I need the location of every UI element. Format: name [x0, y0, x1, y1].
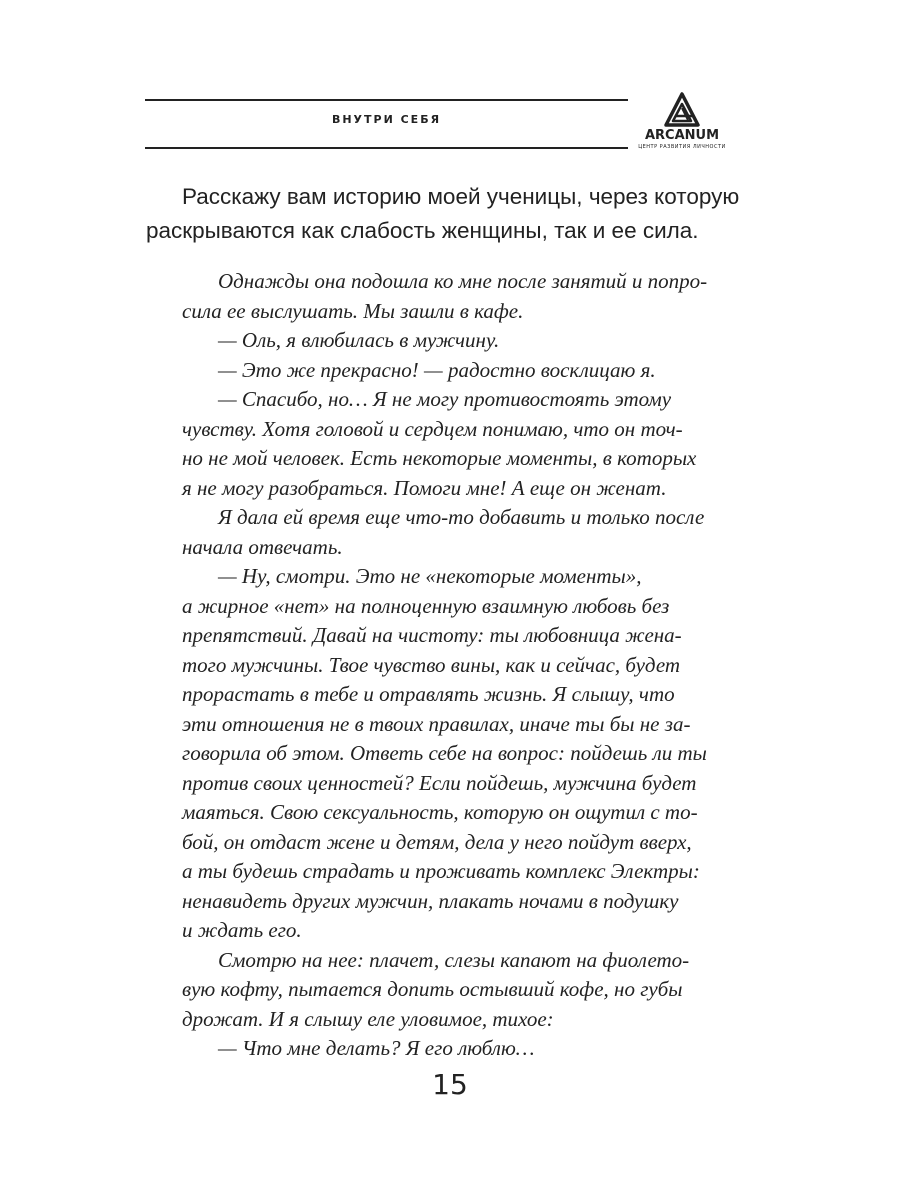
story-line: вую кофту, пытается допить остывший кофе, но губы [182, 977, 683, 1001]
story-line: дрожат. И я слышу еле уловимое, тихое: [182, 1006, 554, 1031]
story-line: Я дала ей время еще что-то добавить и только после [218, 505, 705, 529]
story-line: ненавидеть других мужчин, плакать ночами в подушку [182, 888, 679, 913]
story-line: а ты будешь страдать и проживать комплекс Электры: [182, 859, 700, 883]
story-line: эти отношения не в твоих правилах, иначе ты бы не за- [182, 711, 691, 736]
story-line: я не могу разобраться. Помоги мне! А еще он женат. [182, 475, 667, 500]
triangle-logo-icon [664, 92, 700, 128]
header-rule-top [145, 99, 628, 101]
story-line: а жирное «нет» на полноценную взаимную любовь без [182, 593, 670, 618]
story-line: Смотрю на нее: плачет, слезы капают на фиолето- [218, 947, 690, 972]
story-line: и ждать его. [182, 918, 302, 942]
logo-name: ARCANUM [644, 128, 720, 143]
story-line: прорастать в тебе и отравлять жизнь. Я слышу, что [182, 682, 675, 706]
story-line: — Что мне делать? Я его люблю… [218, 1036, 535, 1060]
story-line: — Это же прекрасно! — радостно восклицаю я. [218, 357, 656, 382]
story-line: сила ее выслушать. Мы зашли в кафе. [182, 298, 524, 323]
story-text [182, 267, 712, 1064]
story-line: препятствий. Давай на чистоту: ты любовница жена- [182, 623, 682, 647]
page-number: 15 [432, 1068, 468, 1101]
publisher-logo [636, 92, 728, 154]
story-line: бой, он отдаст жене и детям, дела у него пойдут вверх, [182, 829, 692, 854]
intro-paragraph [146, 180, 740, 248]
header-rule-bottom [145, 147, 628, 149]
story-line: говорила об этом. Ответь себе на вопрос: пойдешь ли ты [182, 741, 707, 765]
intro-line: Расскажу вам историю моей ученицы, через которую [182, 184, 740, 209]
logo-tagline: ЦЕНТР РАЗВИТИЯ ЛИЧНОСТИ [638, 144, 726, 150]
intro-line: раскрываются как слабость женщины, так и ее сила. [146, 218, 699, 243]
story-line: против своих ценностей? Если пойдешь, мужчина будет [182, 770, 697, 795]
story-line: маяться. Свою сексуальность, которую он ощутил с то- [182, 800, 698, 824]
story-line: — Оль, я влюбилась в мужчину. [218, 328, 500, 352]
story-line: — Ну, смотри. Это не «некоторые моменты», [218, 564, 642, 588]
story-line: Однажды она подошла ко мне после занятий и попро- [218, 269, 708, 293]
running-head: ВНУТРИ СЕБЯ [331, 113, 442, 126]
story-line: чувству. Хотя головой и сердцем понимаю, что он точ- [182, 416, 683, 441]
story-line: но не мой человек. Есть некоторые моменты, в которых [182, 446, 697, 470]
story-line: того мужчины. Твое чувство вины, как и сейчас, будет [182, 652, 681, 677]
story-line: начала отвечать. [182, 534, 343, 559]
story-line: — Спасибо, но… Я не могу противостоять этому [218, 387, 672, 411]
